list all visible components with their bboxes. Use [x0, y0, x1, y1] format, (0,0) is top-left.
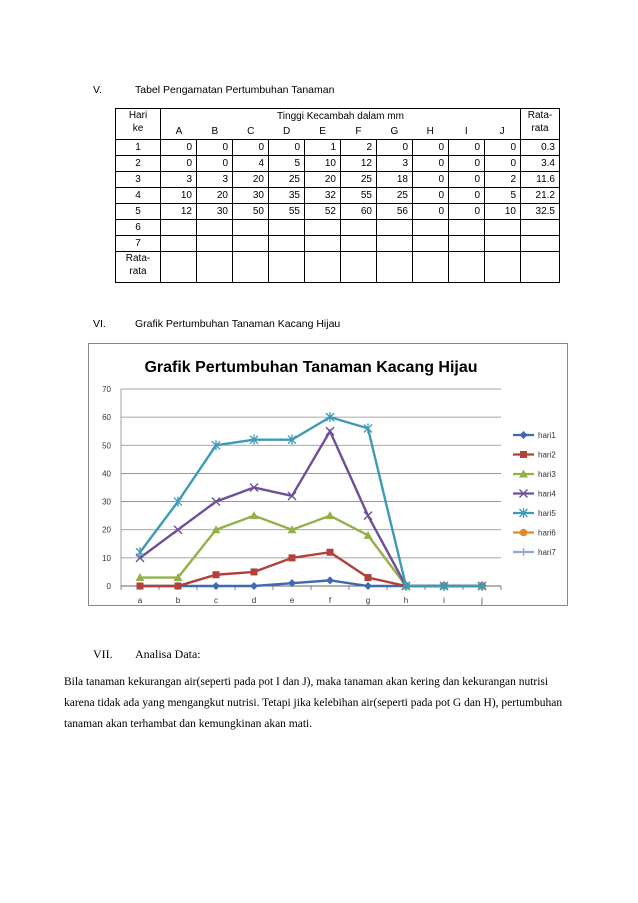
- legend-label-hari5: hari5: [538, 509, 556, 518]
- legend-label-hari2: hari2: [538, 450, 556, 460]
- day-cell: 1: [116, 140, 161, 156]
- x-tick-label: g: [365, 596, 371, 605]
- column-header-b: B: [211, 126, 219, 137]
- value-cell: 3: [161, 172, 197, 188]
- value-cell: [413, 236, 449, 252]
- value-cell: 5: [269, 156, 305, 172]
- value-cell: [377, 236, 413, 252]
- empty-cell: [521, 252, 560, 283]
- value-cell: [233, 236, 269, 252]
- empty-cell: [485, 252, 521, 283]
- table-row: [116, 236, 560, 252]
- empty-cell: [341, 252, 377, 283]
- value-cell: 1: [305, 140, 341, 156]
- x-tick-label: i: [443, 596, 445, 605]
- table-row: [116, 188, 560, 204]
- value-cell: 10: [485, 204, 521, 220]
- x-tick-label: f: [328, 596, 332, 605]
- value-cell: 0: [161, 140, 197, 156]
- table-header-row: [116, 109, 560, 140]
- value-cell: 0: [197, 140, 233, 156]
- empty-cell: [413, 252, 449, 283]
- x-tick-label: h: [403, 596, 409, 605]
- column-header-h: H: [426, 126, 434, 137]
- value-cell: 0: [413, 204, 449, 220]
- value-cell: 4: [233, 156, 269, 172]
- value-cell: [413, 220, 449, 236]
- value-cell: [269, 236, 305, 252]
- data-point-hari3: [250, 511, 259, 519]
- value-cell: 12: [161, 204, 197, 220]
- value-cell: 10: [305, 156, 341, 172]
- empty-cell: [233, 252, 269, 283]
- value-cell: 32: [305, 188, 341, 204]
- y-tick-label: 70: [102, 385, 111, 394]
- value-cell: 18: [377, 172, 413, 188]
- section-number: VI.: [93, 318, 106, 330]
- x-tick-label: e: [289, 596, 295, 605]
- table-row: [116, 220, 560, 236]
- data-point-hari2: [175, 583, 182, 590]
- column-header-i: I: [464, 126, 468, 137]
- x-tick-label: a: [137, 596, 143, 605]
- x-tick-label: c: [214, 596, 218, 605]
- y-tick-label: 40: [102, 469, 111, 479]
- series-line-hari4: [140, 431, 482, 586]
- column-header-f: F: [355, 126, 362, 137]
- data-point-hari1: [250, 582, 258, 590]
- average-cell: 11.6: [521, 172, 560, 188]
- value-cell: 56: [377, 204, 413, 220]
- value-cell: 0: [377, 140, 413, 156]
- value-cell: [233, 220, 269, 236]
- value-cell: 2: [341, 140, 377, 156]
- value-cell: [161, 220, 197, 236]
- value-cell: 0: [233, 140, 269, 156]
- value-cell: 0: [449, 156, 485, 172]
- value-cell: [377, 220, 413, 236]
- day-cell: 5: [116, 204, 161, 220]
- table-row: [116, 204, 560, 220]
- header-text: Rata-: [527, 110, 553, 121]
- data-point-hari1: [326, 576, 334, 584]
- y-tick-label: 10: [102, 553, 111, 563]
- value-cell: [197, 220, 233, 236]
- day-cell: 2: [116, 156, 161, 172]
- average-cell: [521, 220, 560, 236]
- growth-chart: [88, 343, 568, 606]
- column-header-a: A: [175, 126, 183, 137]
- value-cell: [197, 236, 233, 252]
- value-cell: 0: [449, 204, 485, 220]
- observation-table: [115, 108, 560, 283]
- value-cell: 55: [341, 188, 377, 204]
- header-text: rata: [129, 266, 147, 277]
- value-cell: [269, 220, 305, 236]
- value-cell: 10: [161, 188, 197, 204]
- section-title: Grafik Pertumbuhan Tanaman Kacang Hijau: [135, 318, 341, 330]
- legend-label-hari3: hari3: [538, 470, 556, 479]
- day-header: [116, 109, 161, 140]
- table-footer-row: [116, 252, 560, 283]
- empty-cell: [197, 252, 233, 283]
- value-cell: [449, 236, 485, 252]
- value-cell: 0: [413, 188, 449, 204]
- value-cell: 0: [449, 140, 485, 156]
- value-cell: 3: [377, 156, 413, 172]
- section-number: VII.: [93, 647, 113, 661]
- average-row-label: [116, 252, 161, 283]
- value-cell: 5: [485, 188, 521, 204]
- average-cell: 21.2: [521, 188, 560, 204]
- table-row: [116, 140, 560, 156]
- legend-label-hari4: hari4: [538, 489, 556, 499]
- empty-cell: [161, 252, 197, 283]
- value-cell: 30: [197, 204, 233, 220]
- average-cell: 3.4: [521, 156, 560, 172]
- value-cell: 0: [449, 172, 485, 188]
- chart-svg: [89, 344, 567, 605]
- empty-cell: [305, 252, 341, 283]
- value-cell: [305, 220, 341, 236]
- value-cell: 0: [161, 156, 197, 172]
- series-line-hari3: [140, 516, 482, 586]
- data-point-hari2: [213, 571, 220, 578]
- value-cell: 0: [269, 140, 305, 156]
- value-cell: 20: [233, 172, 269, 188]
- data-point-hari5: [136, 547, 144, 557]
- y-tick-label: 0: [106, 582, 111, 591]
- analysis-paragraph: Bila tanaman kekurangan air(seperti pada pot I dan J), maka tanaman akan kering dan kekurangan nutrisi karena tidak ada yang mengangkut nutrisi. Tetapi jika kelebihan air(seperti pada pot G dan H), pertumbuhan tanaman akan terhambat dan kemungkinan akan mati.: [64, 676, 563, 730]
- value-cell: 20: [305, 172, 341, 188]
- x-tick-label: d: [251, 596, 257, 605]
- average-header: [521, 109, 560, 140]
- value-cell: 55: [269, 204, 305, 220]
- y-tick-label: 50: [102, 441, 111, 451]
- empty-cell: [449, 252, 485, 283]
- day-cell: 4: [116, 188, 161, 204]
- section-title: Analisa Data:: [135, 647, 201, 661]
- empty-cell: [377, 252, 413, 283]
- y-tick-label: 60: [102, 413, 111, 423]
- day-cell: 7: [116, 236, 161, 252]
- y-tick-label: 20: [102, 525, 111, 535]
- value-cell: 3: [197, 172, 233, 188]
- value-cell: [305, 236, 341, 252]
- header-text: rata: [531, 123, 549, 134]
- value-cell: 0: [413, 140, 449, 156]
- value-cell: 0: [485, 140, 521, 156]
- legend-marker-hari1: [520, 431, 528, 439]
- data-point-hari2: [327, 549, 334, 556]
- value-cell: 60: [341, 204, 377, 220]
- data-point-hari2: [365, 574, 372, 581]
- value-cell: 25: [341, 172, 377, 188]
- data-point-hari1: [212, 582, 220, 590]
- column-header-j: J: [499, 126, 505, 137]
- value-cell: [485, 220, 521, 236]
- section-number: V.: [93, 84, 102, 96]
- data-point-hari2: [251, 568, 258, 575]
- value-cell: 50: [233, 204, 269, 220]
- value-cell: 52: [305, 204, 341, 220]
- average-cell: 32.5: [521, 204, 560, 220]
- data-point-hari1: [364, 582, 372, 590]
- section-title: Tabel Pengamatan Pertumbuhan Tanaman: [135, 84, 335, 96]
- table-row: [116, 172, 560, 188]
- value-cell: 0: [413, 172, 449, 188]
- empty-cell: [269, 252, 305, 283]
- value-cell: 2: [485, 172, 521, 188]
- value-cell: 0: [197, 156, 233, 172]
- legend-marker-hari2: [520, 451, 527, 458]
- legend-marker-hari6: [520, 529, 528, 537]
- x-tick-label: j: [481, 596, 483, 605]
- value-cell: 20: [197, 188, 233, 204]
- y-tick-label: 30: [102, 497, 111, 507]
- header-text: Hari: [128, 110, 148, 121]
- value-cell: 35: [269, 188, 305, 204]
- column-letters: [161, 125, 520, 138]
- chart-title: Grafik Pertumbuhan Tanaman Kacang Hijau: [144, 359, 478, 376]
- group-title: Tinggi Kecambah dalam mm: [277, 111, 404, 122]
- value-cell: 0: [413, 156, 449, 172]
- legend-marker-hari7: [520, 548, 528, 556]
- value-cell: 12: [341, 156, 377, 172]
- x-tick-label: b: [175, 596, 181, 605]
- legend-label-hari7: hari7: [538, 548, 556, 557]
- legend-label-hari1: hari1: [538, 431, 556, 440]
- value-cell: [161, 236, 197, 252]
- column-header-e: E: [319, 126, 326, 137]
- value-cell: 0: [485, 156, 521, 172]
- value-cell: [449, 220, 485, 236]
- data-point-hari2: [289, 554, 296, 561]
- value-cell: [485, 236, 521, 252]
- column-header-g: G: [390, 126, 399, 137]
- average-cell: [521, 236, 560, 252]
- column-header-d: D: [283, 126, 291, 137]
- header-text: ke: [132, 123, 144, 134]
- table-row: [116, 156, 560, 172]
- column-header-c: C: [247, 126, 255, 137]
- value-cell: 0: [449, 188, 485, 204]
- data-point-hari2: [137, 583, 144, 590]
- value-cell: 25: [269, 172, 305, 188]
- value-cell: 30: [233, 188, 269, 204]
- day-cell: 3: [116, 172, 161, 188]
- height-group-header: [161, 109, 521, 140]
- header-text: Rata-: [125, 253, 151, 264]
- average-cell: 0.3: [521, 140, 560, 156]
- data-point-hari3: [326, 511, 335, 519]
- day-cell: 6: [116, 220, 161, 236]
- value-cell: [341, 236, 377, 252]
- value-cell: 25: [377, 188, 413, 204]
- value-cell: [341, 220, 377, 236]
- legend-label-hari6: hari6: [538, 528, 556, 538]
